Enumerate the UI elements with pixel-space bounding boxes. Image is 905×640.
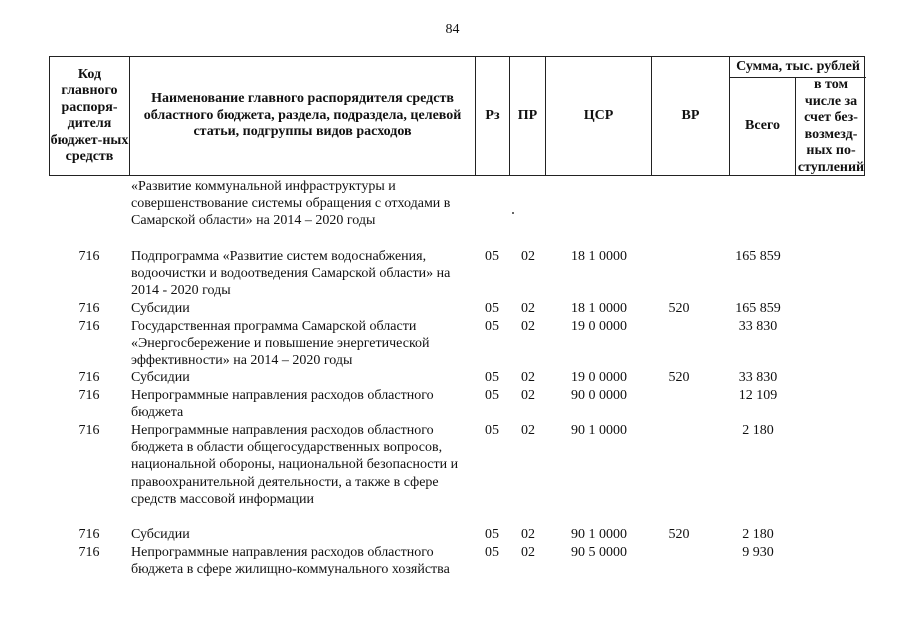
table-row bbox=[49, 369, 865, 387]
cell-pr: 02 bbox=[521, 319, 535, 334]
cell-name: Подпрограмма «Развитие систем водоснабжения, водоочистки и водоотведения Самарской области» на 2014 - 2020 годы bbox=[131, 249, 451, 299]
cell-name: Непрограммные направления расходов областного бюджета в сфере жилищно-коммунального хозяйства bbox=[131, 545, 450, 578]
cell-name: Субсидии bbox=[131, 527, 190, 542]
cell-name: Непрограммные направления расходов областного бюджета в области общегосударственных вопросов, национальной обороны, национальной безопасности и правоохранительной деятельности, а также в сфере средств массовой информации bbox=[131, 423, 459, 507]
cell-csr: 18 1 0000 bbox=[571, 249, 627, 264]
cell-csr: 19 0 0000 bbox=[571, 319, 627, 334]
cell-total: 2 180 bbox=[742, 423, 774, 438]
cell-pr: 02 bbox=[521, 545, 535, 560]
header-grants: в том числе за счет без-возмезд-ных по-ступлений bbox=[797, 77, 865, 175]
cell-pr: 02 bbox=[521, 249, 535, 264]
cell-csr: 90 1 0000 bbox=[571, 423, 627, 438]
header-sum: Сумма, тыс. рублей bbox=[730, 57, 866, 78]
cell-csr: 90 0 0000 bbox=[571, 388, 627, 403]
cell-pr: 02 bbox=[521, 527, 535, 542]
header-name: Наименование главного распорядителя средств областного бюджета, раздела, подраздела, целевой статьи, подгруппы видов расходов bbox=[130, 57, 476, 175]
cell-rz: 05 bbox=[485, 423, 499, 438]
header-vr: ВР bbox=[652, 57, 730, 175]
cell-csr: 18 1 0000 bbox=[571, 301, 627, 316]
table-row bbox=[49, 178, 865, 248]
table-header bbox=[49, 56, 865, 176]
header-code: Код главного распоря-дителя бюджет-ных средств bbox=[50, 57, 130, 175]
cell-csr: 19 0 0000 bbox=[571, 370, 627, 385]
header-csr: ЦСР bbox=[546, 57, 652, 175]
table-row bbox=[49, 387, 865, 422]
cell-vr: 520 bbox=[668, 301, 690, 316]
cell-name: Государственная программа Самарской области «Энергосбережение и повышение энергетической эффективности» на 2014 – 2020 годы bbox=[131, 319, 430, 369]
cell-rz: 05 bbox=[485, 370, 499, 385]
scan-speck bbox=[512, 212, 514, 214]
cell-code: 716 bbox=[78, 388, 100, 403]
cell-code: 716 bbox=[78, 423, 100, 438]
cell-pr: 02 bbox=[521, 301, 535, 316]
cell-name: Непрограммные направления расходов областного бюджета bbox=[131, 388, 434, 421]
cell-total: 165 859 bbox=[735, 301, 781, 316]
cell-pr: 02 bbox=[521, 388, 535, 403]
page-number: 84 bbox=[445, 22, 460, 37]
table-row bbox=[49, 544, 865, 596]
cell-name: Субсидии bbox=[131, 370, 190, 385]
cell-vr: 520 bbox=[668, 527, 690, 542]
header-sum-group bbox=[730, 57, 866, 175]
cell-total: 2 180 bbox=[742, 527, 774, 542]
table-row bbox=[49, 248, 865, 300]
table-row bbox=[49, 526, 865, 544]
cell-pr: 02 bbox=[521, 423, 535, 438]
cell-code: 716 bbox=[78, 319, 100, 334]
cell-rz: 05 bbox=[485, 545, 499, 560]
header-rz: Рз bbox=[476, 57, 510, 175]
cell-rz: 05 bbox=[485, 249, 499, 264]
cell-total: 9 930 bbox=[742, 545, 774, 560]
header-pr: ПР bbox=[510, 57, 546, 175]
cell-pr: 02 bbox=[521, 370, 535, 385]
cell-rz: 05 bbox=[485, 301, 499, 316]
cell-rz: 05 bbox=[485, 319, 499, 334]
cell-total: 165 859 bbox=[735, 249, 781, 264]
cell-code: 716 bbox=[78, 370, 100, 385]
table-row bbox=[49, 300, 865, 318]
cell-csr: 90 1 0000 bbox=[571, 527, 627, 542]
cell-rz: 05 bbox=[485, 388, 499, 403]
table-row bbox=[49, 318, 865, 369]
cell-name: Субсидии bbox=[131, 301, 190, 316]
cell-total: 33 830 bbox=[738, 319, 778, 334]
table-body bbox=[49, 178, 865, 596]
cell-total: 12 109 bbox=[738, 388, 778, 403]
table-row bbox=[49, 422, 865, 526]
cell-rz: 05 bbox=[485, 527, 499, 542]
cell-code: 716 bbox=[78, 301, 100, 316]
cell-code: 716 bbox=[78, 249, 100, 264]
cell-name: «Развитие коммунальной инфраструктуры и совершенствование системы обращения с отходами в Самарской области» на 2014 – 2020 годы bbox=[131, 179, 451, 229]
cell-total: 33 830 bbox=[738, 370, 778, 385]
cell-code: 716 bbox=[78, 527, 100, 542]
header-total: Всего bbox=[730, 78, 796, 175]
cell-code: 716 bbox=[78, 545, 100, 560]
cell-vr: 520 bbox=[668, 370, 690, 385]
cell-csr: 90 5 0000 bbox=[571, 545, 627, 560]
